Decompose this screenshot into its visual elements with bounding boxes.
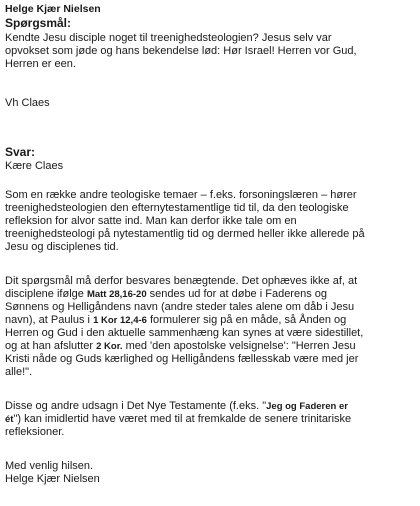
text-run: og at han afslutter: [5, 340, 97, 352]
paragraph-line: treenighedsteologi på nytestamentlig tid og dermed heller ikke allerede på: [5, 228, 365, 240]
question-line: opvokset som jøde og hans bekendelse lød: Hør Israel! Herren vor Gud,: [5, 45, 357, 57]
paragraph-line: refleksion for alvor satte ind. Man kan derfor ikke tale om en: [5, 215, 297, 227]
text-run: sendes ud for at døbe i Faderens og: [146, 288, 327, 300]
question-text: [5, 32, 415, 71]
text-run: disciplene ifølge: [5, 288, 87, 300]
answer-heading: Svar:: [5, 145, 36, 159]
greeting: Kære Claes: [5, 160, 64, 172]
bible-reference: 2 Kor.: [96, 341, 123, 352]
paragraph-line: Kristi nåde og Guds kærlighed og Helligåndens fællesskab være med jer: [5, 353, 359, 365]
paragraph-3: [5, 400, 415, 439]
text-run: med 'den apostolske velsignelse': "Herren Jesu: [122, 340, 356, 352]
paragraph-line: refleksioner.: [5, 426, 65, 438]
paragraph-1: [5, 189, 415, 254]
text-run: navn), at Paulus i: [5, 314, 94, 326]
text-run: formulerer sig på en måde, så Ånden og: [146, 314, 347, 326]
paragraph-line: [5, 340, 415, 353]
paragraph-2: [5, 275, 415, 379]
bible-quote: Jeg og Faderen er: [266, 401, 348, 412]
bible-reference: 1 Kor 12,4-6: [93, 315, 147, 326]
question-line: Kendte Jesu disciple noget til treenighedsteologien? Jesus selv var: [5, 32, 332, 44]
paragraph-line: Sønnens og Helligåndens navn (andre steder tales alene om dåb i Jesu: [5, 301, 355, 313]
signature: Helge Kjær Nielsen: [5, 473, 100, 485]
paragraph-line: [5, 400, 415, 413]
paragraph-line: [5, 288, 415, 301]
bible-quote: ét: [5, 414, 14, 425]
closing: [5, 460, 415, 486]
paragraph-line: Jesu og disciplenes tid.: [5, 241, 119, 253]
author-name: Helge Kjær Nielsen: [5, 3, 101, 15]
bible-reference: Matt 28,16-20: [86, 289, 147, 300]
question-line: Herren er een.: [5, 58, 76, 70]
paragraph-line: [5, 413, 415, 426]
paragraph-line: Dit spørgsmål må derfor besvares benægtende. Det ophæves ikke af, at: [5, 275, 358, 287]
closing-greeting: Med venlig hilsen.: [5, 460, 94, 472]
paragraph-line: treenighedsteologien den efternytestamentlige tid til, da den teologiske: [5, 202, 349, 214]
text-run: Disse og andre udsagn i Det Nye Testamente (f.eks. ": [5, 400, 267, 412]
text-run: ") kan imidlertid have været med til at fremkalde de senere trinitariske: [13, 413, 352, 425]
paragraph-line: Herren og Gud i den aktuelle sammenhæng kan synes at være sidestillet,: [5, 327, 364, 339]
question-heading: Spørgsmål:: [5, 16, 72, 30]
paragraph-line: alle!".: [5, 366, 33, 378]
paragraph-line: Som en række andre teologiske temaer – f.eks. forsoningslæren – hører: [5, 189, 357, 201]
question-signoff: Vh Claes: [5, 97, 50, 109]
paragraph-line: [5, 314, 415, 327]
